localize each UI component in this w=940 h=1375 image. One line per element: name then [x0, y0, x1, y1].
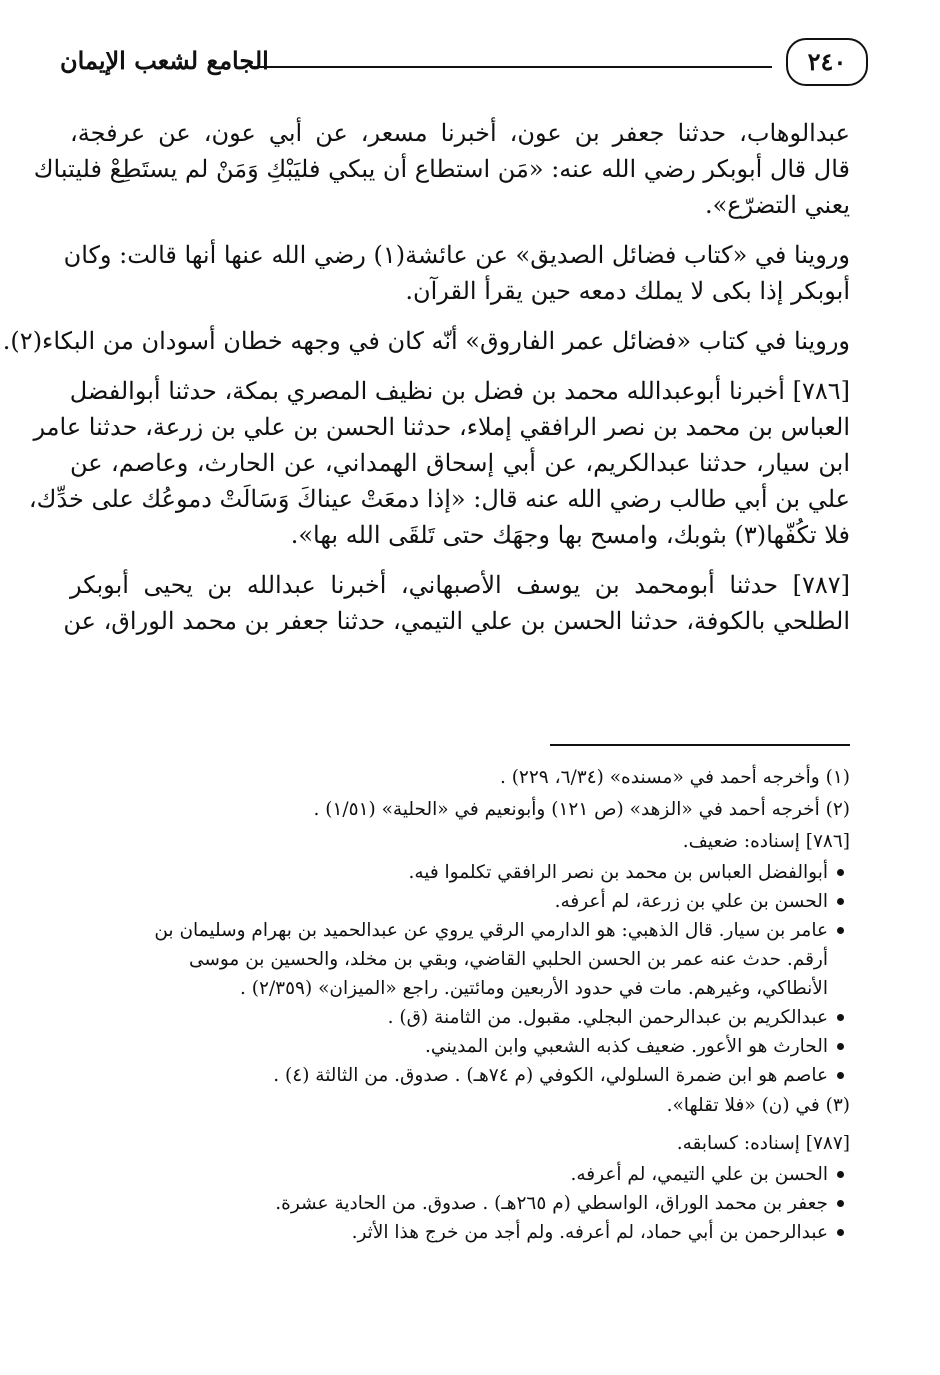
- page-header: [60, 38, 868, 98]
- bullet-icon: [837, 1072, 844, 1079]
- list-item: عبدالكريم بن عبدالرحمن البجلي. مقبول. من الثامنة (ق) .: [70, 1003, 850, 1032]
- list-item: الحارث هو الأعور. ضعيف كذبه الشعبي وابن المديني.: [70, 1032, 850, 1061]
- isnad-heading-786: [٧٨٦] إسناده: ضعيف.: [682, 831, 850, 852]
- main-text: [2, 115, 850, 653]
- text-line: فلا تكُفّها(٣) بثوبك، وامسح بها وجهَك حتى تَلقَى الله بها».: [290, 521, 850, 549]
- bullet-icon: [837, 1200, 844, 1207]
- text-line: وروينا في كتاب «فضائل عمر الفاروق» أنّه كان في وجهه خطان أسودان من البكاء(٢).: [2, 327, 850, 355]
- hadith-786: [28, 373, 850, 553]
- footnote-separator: [550, 744, 850, 746]
- text-line: ابن سيار، حدثنا عبدالكريم، عن أبي إسحاق الهمداني، عن الحارث، وعاصم، عن: [70, 449, 850, 477]
- list-item-continuation: أرقم. حدث عنه عمر بن الحسن الحلبي القاضي، وبقي بن مخلد، والحسين بن موسى: [188, 949, 828, 970]
- bullet-icon: [837, 927, 844, 934]
- text-line: العباس بن محمد بن نصر الرافقي إملاء، حدثنا الحسن بن علي بن زرعة، حدثنا عامر: [33, 413, 850, 441]
- text-line: [٧٨٧] حدثنا أبومحمد بن يوسف الأصبهاني، أخبرنا عبدالله بن يحيى أبوبكر: [70, 571, 850, 599]
- footnote-3: (٣) في (ن) «فلا تقلها».: [666, 1095, 850, 1116]
- list-item: عبدالرحمن بن أبي حماد، لم أعرفه. ولم أجد من خرج هذا الأثر.: [70, 1218, 850, 1247]
- list-item: الحسن بن علي بن زرعة، لم أعرفه.: [70, 887, 850, 916]
- paragraph-2: [63, 237, 850, 309]
- text-line: قال قال أبوبكر رضي الله عنه: «مَن استطاع أن يبكي فليَبْكِ وَمَنْ لم يستَطِعْ فليتباك: [33, 155, 850, 183]
- header-rule: [250, 66, 772, 68]
- paragraph-1: [33, 115, 850, 223]
- list-item: عاصم هو ابن ضمرة السلولي، الكوفي (م ٧٤هـ) . صدوق. من الثالثة (٤) .: [70, 1061, 850, 1090]
- narrator-list-787: [70, 1160, 850, 1247]
- paragraph-3: [2, 323, 850, 359]
- bullet-icon: [837, 898, 844, 905]
- list-item: الحسن بن علي التيمي، لم أعرفه.: [70, 1160, 850, 1189]
- bullet-icon: [837, 869, 844, 876]
- text-line: يعني التضرّع».: [704, 191, 850, 219]
- footnote-1: (١) وأخرجه أحمد في «مسنده» (٦/٣٤، ٢٢٩) .: [499, 767, 850, 788]
- text-line: عبدالوهاب، حدثنا جعفر بن عون، أخبرنا مسعر، عن أبي عون، عن عرفجة،: [70, 119, 850, 147]
- text-line: [٧٨٦] أخبرنا أبوعبدالله محمد بن فضل بن نظيف المصري بمكة، حدثنا أبوالفضل: [69, 377, 850, 405]
- page-number-badge: ٢٤٠: [786, 38, 868, 86]
- isnad-heading-787: [٧٨٧] إسناده: كسابقه.: [676, 1133, 850, 1154]
- bullet-icon: [837, 1043, 844, 1050]
- narrator-list-786: [70, 858, 850, 1090]
- bullet-icon: [837, 1171, 844, 1178]
- list-item-continuation: الأنطاكي، وغيرهم. مات في حدود الأربعين ومائتين. راجع «الميزان» (٢/٣٥٩) .: [240, 978, 828, 999]
- text-line: أبوبكر إذا بكى لا يملك دمعه حين يقرأ القرآن.: [405, 277, 850, 305]
- list-item: عامر بن سيار. قال الذهبي: هو الدارمي الرقي يروي عن عبدالحميد بن بهرام وسليمان بن: [70, 916, 850, 945]
- book-title: الجامع لشعب الإيمان: [60, 46, 269, 75]
- bullet-icon: [837, 1014, 844, 1021]
- footnote-2: (٢) أخرجه أحمد في «الزهد» (ص ١٢١) وأبونعيم في «الحلية» (١/٥١) .: [313, 799, 850, 820]
- text-line: الطلحي بالكوفة، حدثنا الحسن بن علي التيمي، حدثنا جعفر بن محمد الوراق، عن: [63, 607, 850, 635]
- list-item: أبوالفضل العباس بن محمد بن نصر الرافقي تكلموا فيه.: [70, 858, 850, 887]
- bullet-icon: [837, 1229, 844, 1236]
- footnotes: [70, 762, 850, 1247]
- text-line: وروينا في «كتاب فضائل الصديق» عن عائشة(١) رضي الله عنها أنها قالت: وكان: [63, 241, 850, 269]
- list-item: جعفر بن محمد الوراق، الواسطي (م ٢٦٥هـ) . صدوق. من الحادية عشرة.: [70, 1189, 850, 1218]
- text-line: علي بن أبي طالب رضي الله عنه قال: «إذا دمعَتْ عيناكَ وَسَالَتْ دموعُك على خدِّك،: [28, 485, 850, 513]
- hadith-787: [63, 567, 850, 639]
